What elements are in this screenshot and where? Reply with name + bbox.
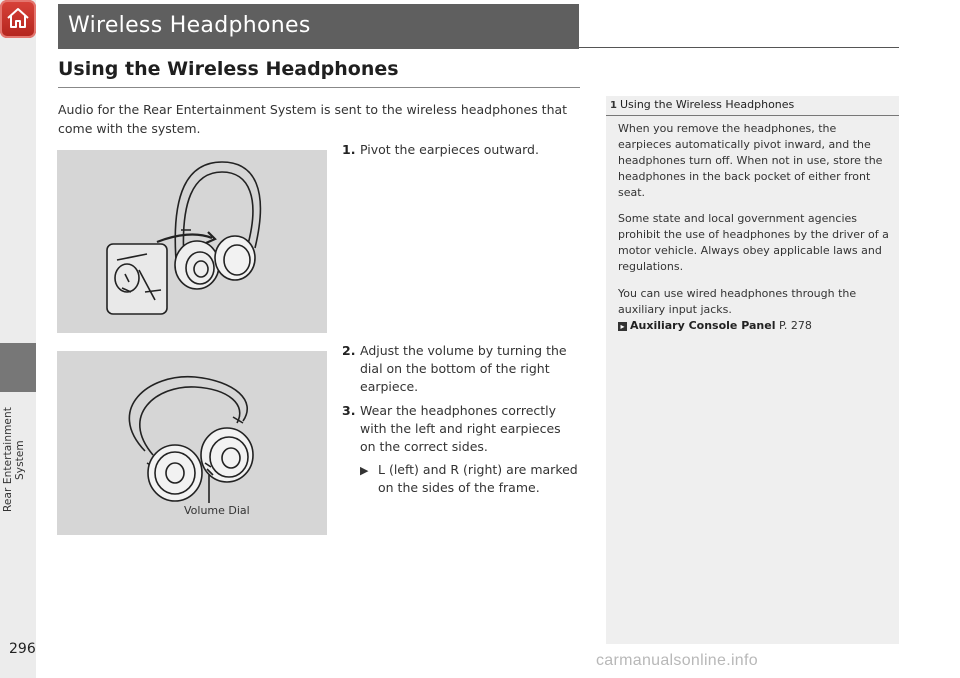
- home-icon: [6, 6, 30, 30]
- step-text: Pivot the earpieces outward.: [360, 142, 539, 157]
- side-section-label: Rear Entertainment System: [2, 407, 26, 513]
- link-page: P. 278: [778, 319, 812, 332]
- note-paragraph: You can use wired headphones through the auxiliary input jacks.: [618, 287, 857, 316]
- volume-dial-label: Volume Dial: [184, 504, 250, 517]
- section-heading: Using the Wireless Headphones: [58, 58, 399, 80]
- step-3-substep: [360, 461, 584, 497]
- step-2: [342, 342, 582, 396]
- note-marker-icon: 1: [610, 100, 617, 111]
- page-title: Wireless Headphones: [68, 13, 311, 38]
- step-1: [342, 141, 582, 159]
- step-3: [342, 402, 582, 456]
- section-tab[interactable]: [0, 343, 36, 392]
- note-title: Using the Wireless Headphones: [620, 98, 795, 111]
- step-text: Adjust the volume by turning the dial on the bottom of the right earpiece.: [360, 343, 567, 394]
- reference-arrow-icon: ▸: [618, 322, 627, 331]
- step-text: Wear the headphones correctly with the left and right earpieces on the correct sides.: [360, 403, 561, 454]
- figure-pivot-earpieces: [57, 150, 327, 333]
- substep-text: L (left) and R (right) are marked on the sides of the frame.: [378, 462, 578, 495]
- auxiliary-console-panel-link[interactable]: [618, 318, 812, 334]
- note-paragraph: Some state and local government agencies prohibit the use of headphones by the driver of a motor vehicle. Always obey applicable laws and regulations.: [618, 212, 889, 273]
- intro-paragraph: Audio for the Rear Entertainment System is sent to the wireless headphones that come with the system.: [58, 102, 568, 136]
- page-number: 296: [9, 641, 36, 657]
- watermark: carmanualsonline.info: [596, 652, 758, 669]
- home-button[interactable]: [0, 0, 36, 38]
- header-rule: [579, 47, 899, 48]
- note-paragraph: When you remove the headphones, the earpieces automatically pivot inward, and the headphones turn off. When not in use, store the headphones in the back pocket of either front seat.: [618, 122, 883, 199]
- link-label: Auxiliary Console Panel: [630, 319, 776, 332]
- arrow-right-icon: ▶: [360, 464, 369, 477]
- step-number: 1.: [342, 142, 356, 157]
- heading-rule: [58, 87, 580, 88]
- headphones-pivot-illustration: [57, 150, 327, 333]
- side-strip: [0, 0, 36, 678]
- step-number: 2.: [342, 343, 356, 358]
- step-number: 3.: [342, 403, 356, 418]
